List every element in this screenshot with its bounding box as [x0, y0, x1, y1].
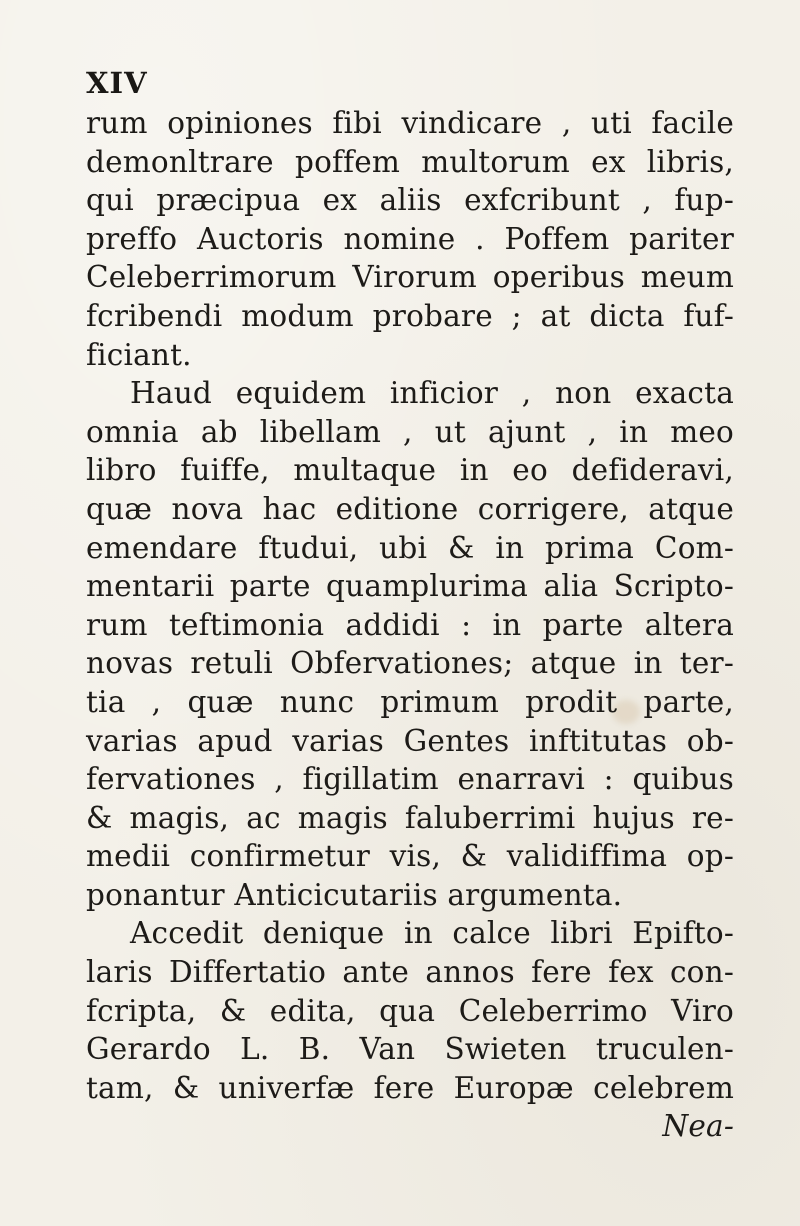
text-line: Gerardo L. B. Van Swieten truculen- [86, 1032, 734, 1067]
text-line: rum teftimonia addidi : in parte altera [86, 607, 734, 642]
catchword: Nea- [662, 1109, 734, 1144]
text-line: novas retuli Obfervationes; atque in ter- [86, 646, 734, 681]
text-line: & magis, ac magis faluberrimi hujus re- [86, 800, 734, 835]
text-line: emendare ftudui, ubi & in prima Com- [86, 530, 734, 565]
text-line: medii confirmetur vis, & validiffima op- [86, 839, 734, 874]
text-line: ponantur Anticicutariis argumenta. [86, 877, 623, 912]
text-line: tia , quæ nunc primum prodit parte, [86, 684, 734, 719]
text-line: rum opiniones fibi vindicare , uti facile [86, 106, 734, 140]
text-line: mentarii parte quamplurima alia Scripto- [86, 569, 734, 604]
text-line: qui præcipua ex aliis exfcribunt , fup- [86, 183, 734, 218]
text-line: laris Differtatio ante annos fere fex con- [86, 955, 734, 990]
paragraph-start-line: Haud equidem inficior , non exacta [130, 376, 734, 411]
text-line: preffo Auctoris nomine . Poffem pariter [86, 221, 734, 256]
text-line: ficiant. [86, 337, 192, 372]
text-line: fervationes , figillatim enarravi : quibus [86, 762, 734, 797]
text-line: quæ nova hac editione corrigere, atque [86, 491, 734, 526]
paragraph-start-line: Accedit denique in calce libri Epifto- [130, 916, 734, 951]
text-line: tam, & univerfæ fere Europæ celebrem [86, 1070, 734, 1105]
page-number: XIV [86, 66, 148, 100]
text-line: fcripta, & edita, qua Celeberrimo Viro [86, 993, 734, 1028]
text-line: demonltrare poffem multorum ex libris, [86, 144, 734, 179]
text-line: fcribendi modum probare ; at dicta fuf- [86, 298, 734, 333]
body-text [86, 104, 734, 1146]
text-line: omnia ab libellam , ut ajunt , in meo [86, 414, 734, 449]
text-line: Celeberrimorum Virorum operibus meum [86, 260, 734, 295]
text-line: varias apud varias Gentes inftitutas ob- [86, 723, 734, 758]
text-line: libro fuiffe, multaque in eo defideravi, [86, 453, 734, 488]
